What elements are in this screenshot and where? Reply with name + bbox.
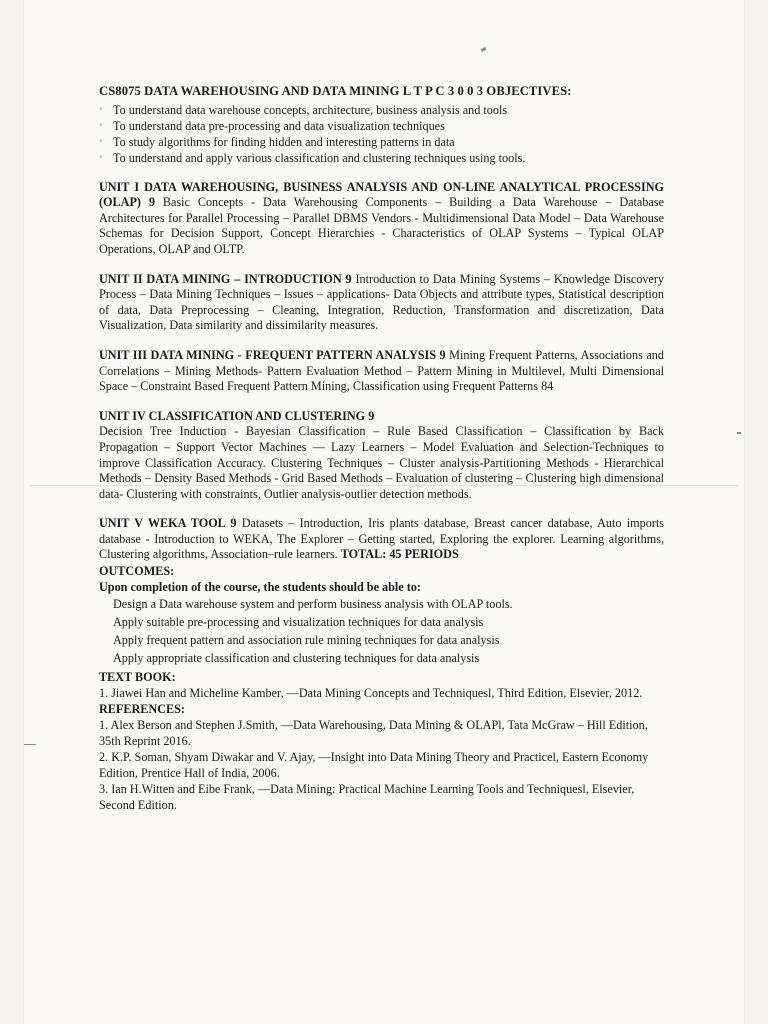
unit-body: Decision Tree Induction - Bayesian Classification – Rule Based Classification – Classification by Back Propagation – Support Vector Machines — Lazy Learners – Model Evaluation and Selection-Techniques to improve Classification Accuracy. Clustering Techniques – Cluster analysis-Partitioning Methods - Hierarchical Methods – Density Based Methods - Grid Based Methods – Evaluation of clustering – Clustering high dimensional data- Clustering with constraints, Outlier analysis-outlier detection methods. [99, 424, 664, 501]
syllabus-content [99, 84, 664, 813]
outcome-item: Design a Data warehouse system and perform business analysis with OLAP tools. [113, 597, 513, 612]
ink-speck [737, 432, 741, 434]
unit-5 [99, 516, 664, 563]
unit-body: Introduction to Data Mining Systems – Knowledge Discovery Process – Data Mining Techniques – Issues – applications- Data Objects and attribute types, Statistical description of data, Data Preprocessing – Cleaning, Integration, Reduction, Transformation and discretization, Data Visualization, Data similarity and dissimilarity measures. [99, 271, 664, 333]
outcomes-intro: Upon completion of the course, the students should be able to: [99, 580, 421, 595]
unit-body: Basic Concepts - Data Warehousing Components – Building a Data Warehouse – Database Architectures for Parallel Processing – Parallel DBMS Vendors - Multidimensional Data Model – Data Warehouse Schemas for Decision Support, Concept Hierarchies - Characteristics of OLAP Systems – Typical OLAP Operations, OLAP and OLTP. [99, 195, 664, 256]
total-periods: TOTAL: 45 PERIODS [340, 547, 459, 562]
outcomes-heading: OUTCOMES: [99, 564, 175, 579]
unit-heading: UNIT I DATA WAREHOUSING, BUSINESS ANALYSIS AND ON-LINE ANALYTICAL PROCESSING (OLAP) 9 [99, 179, 664, 210]
objective-item: ▪ To understand data pre-processing and data visualization techniques [99, 118, 664, 134]
unit-heading: UNIT II DATA MINING – INTRODUCTION 9 [99, 271, 352, 286]
unit-body: Datasets – Introduction, Iris plants database, Breast cancer database, Auto imports database - Introduction to WEKA, The Explorer – Getting started, Exploring the explorer. Learning algorithms, Clustering algorithms, Association–rule learners. [99, 516, 664, 562]
unit-4 [99, 409, 664, 503]
objective-item: ▪ To understand and apply various classification and clustering techniques using tools. [99, 150, 664, 166]
objective-item: ▪ To study algorithms for finding hidden and interesting patterns in data [99, 134, 664, 150]
textbook-item: 1. Jiawei Han and Micheline Kamber, —Data Mining Concepts and Techniquesl, Third Edition, Elsevier, 2012. [99, 686, 643, 701]
unit-heading: UNIT V WEKA TOOL 9 [99, 516, 237, 531]
reference-item: 3. Ian H.Witten and Eibe Frank, —Data Mining: Practical Machine Learning Tools and Techniquesl, Elsevier, Second Edition. [99, 782, 635, 813]
unit-body: Mining Frequent Patterns, Associations and Correlations – Mining Methods- Pattern Evaluation Method – Pattern Mining in Multilevel, Multi Dimensional Space – Constraint Based Frequent Pattern Mining, Classification using Frequent Patterns 84 [99, 347, 664, 394]
outcome-item: Apply suitable pre-processing and visualization techniques for data analysis [113, 615, 484, 630]
textbook-heading: TEXT BOOK: [99, 670, 176, 685]
outcome-item: Apply frequent pattern and association rule mining techniques for data analysis [113, 633, 500, 648]
outcome-item: Apply appropriate classification and clustering techniques for data analysis [113, 651, 480, 666]
outcomes-list [99, 595, 664, 667]
reference-item: 2. K.P. Soman, Shyam Diwakar and V. Ajay, —Insight into Data Mining Theory and Practicel, Eastern Economy Edition, Prentice Hall of India, 2006. [99, 750, 649, 781]
references-heading: REFERENCES: [99, 702, 186, 717]
unit-heading: UNIT IV CLASSIFICATION AND CLUSTERING 9 [99, 408, 375, 423]
reference-item: 1. Alex Berson and Stephen J.Smith, —Data Warehousing, Data Mining & OLAPl, Tata McGraw – Hill Edition, 35th Reprint 2016. [99, 718, 648, 749]
unit-2 [99, 272, 664, 334]
objectives-list [99, 102, 664, 166]
course-title: CS8075 DATA WAREHOUSING AND DATA MINING L T P C 3 0 0 3 OBJECTIVES: [99, 84, 572, 98]
unit-1 [99, 180, 664, 258]
unit-3 [99, 348, 664, 395]
ink-speck [24, 744, 36, 745]
unit-heading: UNIT III DATA MINING - FREQUENT PATTERN ANALYSIS 9 [99, 347, 446, 362]
objective-item: ▪ To understand data warehouse concepts, architecture, business analysis and tools [99, 102, 664, 118]
